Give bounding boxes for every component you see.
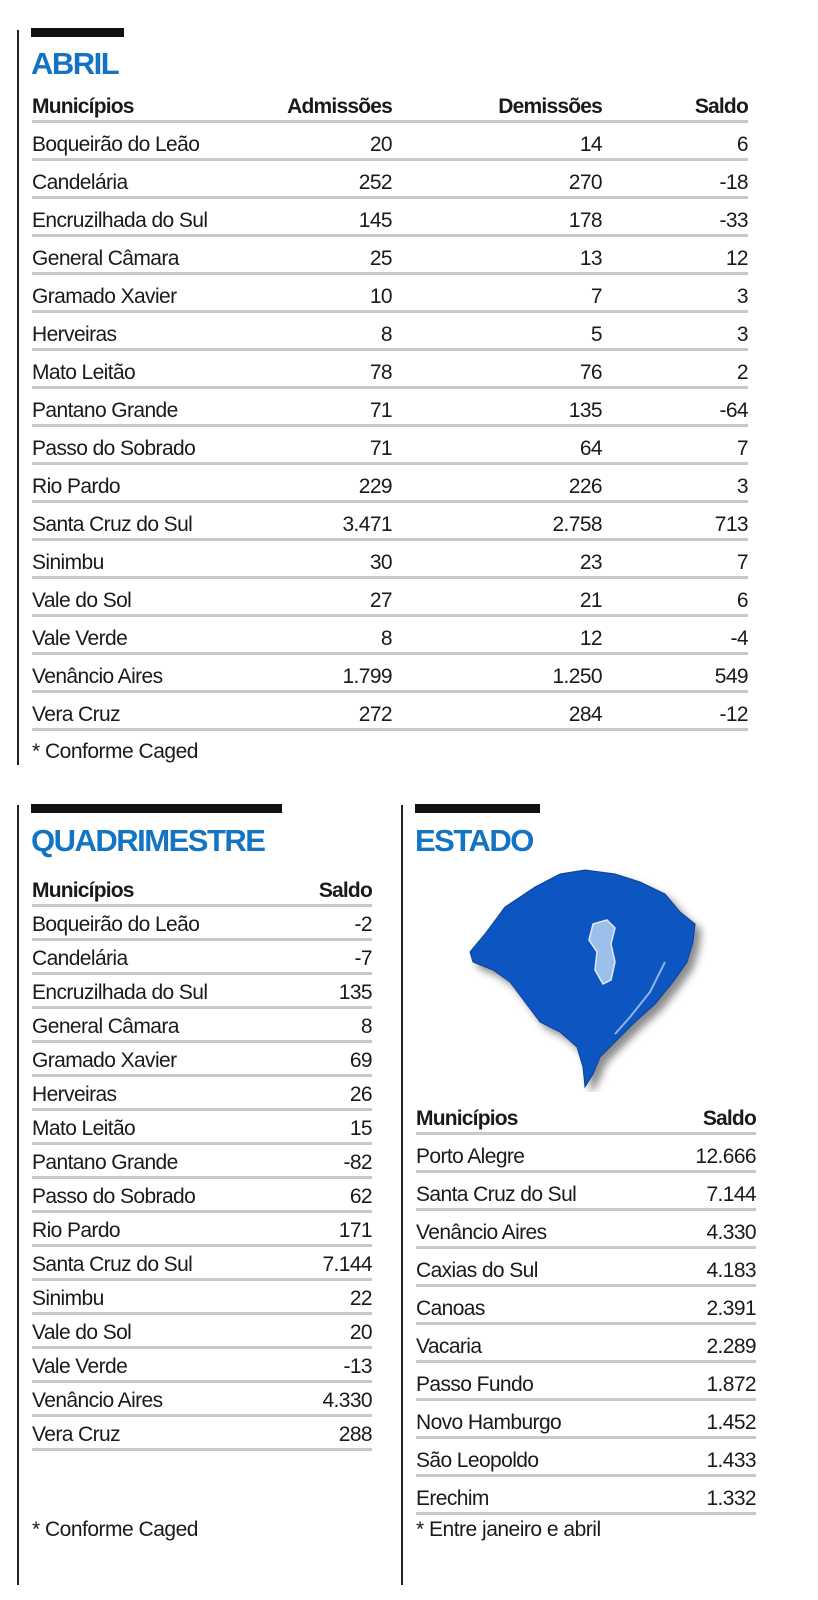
abril-title: ABRIL [31, 46, 119, 81]
estado-cell-value: 2.391 [656, 1285, 756, 1323]
quadrimestre-cell-value: 62 [272, 1177, 372, 1211]
abril-cell-value: 30 [242, 539, 392, 577]
estado-cell-municipio: Porto Alegre [416, 1133, 656, 1171]
estado-cell-value: 4.183 [656, 1247, 756, 1285]
estado-cell-value: 1.433 [656, 1437, 756, 1475]
quadrimestre-row [32, 1177, 372, 1211]
abril-cell-value: 270 [392, 159, 602, 197]
quadrimestre-cell-municipio: Vale do Sol [32, 1313, 272, 1347]
quadrimestre-cell-municipio: Encruzilhada do Sul [32, 973, 272, 1007]
abril-cell-value: 284 [392, 691, 602, 729]
abril-cell-value: 71 [242, 387, 392, 425]
abril-cell-value: 14 [392, 121, 602, 159]
abril-cell-value: 25 [242, 235, 392, 273]
abril-cell-value: -64 [602, 387, 748, 425]
quadrimestre-cell-value: 22 [272, 1279, 372, 1313]
abril-cell-value: 6 [602, 577, 748, 615]
abril-cell-municipio: Vale Verde [32, 615, 242, 653]
estado-row [416, 1323, 756, 1361]
quadrimestre-row [32, 939, 372, 973]
quadrimestre-header-saldo: Saldo [272, 872, 372, 905]
abril-cell-value: 1.250 [392, 653, 602, 691]
quadrimestre-cell-value: -82 [272, 1143, 372, 1177]
abril-row [32, 615, 748, 653]
abril-cell-value: 3 [602, 463, 748, 501]
quadrimestre-cell-municipio: Pantano Grande [32, 1143, 272, 1177]
estado-cell-municipio: Venâncio Aires [416, 1209, 656, 1247]
abril-cell-value: 12 [392, 615, 602, 653]
estado-cell-value: 1.452 [656, 1399, 756, 1437]
abril-cell-value: 27 [242, 577, 392, 615]
quadrimestre-cell-municipio: Venâncio Aires [32, 1381, 272, 1415]
abril-row [32, 539, 748, 577]
abril-cell-value: 713 [602, 501, 748, 539]
quadrimestre-row [32, 1109, 372, 1143]
quadrimestre-row [32, 1245, 372, 1279]
quadrimestre-cell-value: 69 [272, 1041, 372, 1075]
estado-row [416, 1399, 756, 1437]
estado-row [416, 1133, 756, 1171]
abril-row [32, 577, 748, 615]
abril-row [32, 463, 748, 501]
quadrimestre-cell-value: 171 [272, 1211, 372, 1245]
abril-note: * Conforme Caged [32, 740, 198, 763]
quadrimestre-row [32, 973, 372, 1007]
estado-row [416, 1437, 756, 1475]
abril-cell-municipio: Herveiras [32, 311, 242, 349]
estado-cell-municipio: Passo Fundo [416, 1361, 656, 1399]
estado-note: * Entre janeiro e abril [416, 1518, 601, 1541]
quadrimestre-row [32, 1143, 372, 1177]
quadrimestre-cell-municipio: Rio Pardo [32, 1211, 272, 1245]
abril-row [32, 197, 748, 235]
quadrimestre-cell-municipio: Passo do Sobrado [32, 1177, 272, 1211]
abril-cell-municipio: Mato Leitão [32, 349, 242, 387]
state-shape [470, 870, 695, 1087]
estado-row [416, 1475, 756, 1513]
abril-cell-value: 23 [392, 539, 602, 577]
abril-cell-value: -33 [602, 197, 748, 235]
estado-header-row [416, 1100, 756, 1133]
estado-cell-municipio: Novo Hamburgo [416, 1399, 656, 1437]
quadrimestre-row [32, 1041, 372, 1075]
quadrimestre-row [32, 1381, 372, 1415]
abril-cell-value: 78 [242, 349, 392, 387]
abril-cell-municipio: Pantano Grande [32, 387, 242, 425]
estado-row [416, 1209, 756, 1247]
quadrimestre-title: QUADRIMESTRE [31, 823, 265, 858]
abril-cell-municipio: General Câmara [32, 235, 242, 273]
quadrimestre-row [32, 905, 372, 939]
quadrimestre-cell-municipio: Gramado Xavier [32, 1041, 272, 1075]
abril-cell-value: -12 [602, 691, 748, 729]
quadrimestre-cell-value: 8 [272, 1007, 372, 1041]
abril-top-bar [31, 28, 124, 37]
abril-cell-municipio: Sinimbu [32, 539, 242, 577]
estado-top-bar [415, 804, 540, 813]
abril-cell-value: 135 [392, 387, 602, 425]
estado-cell-value: 2.289 [656, 1323, 756, 1361]
abril-cell-value: 10 [242, 273, 392, 311]
abril-cell-value: 2 [602, 349, 748, 387]
quadrimestre-cell-value: 135 [272, 973, 372, 1007]
abril-row [32, 121, 748, 159]
quadrimestre-header-row [32, 872, 372, 905]
abril-cell-value: 21 [392, 577, 602, 615]
abril-row [32, 691, 748, 729]
abril-row [32, 235, 748, 273]
abril-cell-value: 252 [242, 159, 392, 197]
abril-cell-value: 3 [602, 273, 748, 311]
abril-cell-value: 8 [242, 615, 392, 653]
quadrimestre-cell-value: -2 [272, 905, 372, 939]
quadrimestre-row [32, 1313, 372, 1347]
abril-header-saldo: Saldo [602, 88, 748, 121]
abril-cell-value: 226 [392, 463, 602, 501]
abril-cell-value: 7 [602, 539, 748, 577]
estado-header-municipios: Municípios [416, 1100, 656, 1133]
quadrimestre-table [32, 872, 372, 1451]
abril-header-row [32, 88, 748, 121]
quadrimestre-cell-value: 20 [272, 1313, 372, 1347]
quadrimestre-cell-municipio: Sinimbu [32, 1279, 272, 1313]
quadrimestre-row [32, 1075, 372, 1109]
abril-cell-value: 13 [392, 235, 602, 273]
abril-cell-value: 5 [392, 311, 602, 349]
estado-left-rule [401, 805, 403, 1585]
estado-cell-municipio: Vacaria [416, 1323, 656, 1361]
quadrimestre-cell-municipio: Vera Cruz [32, 1415, 272, 1449]
quadrimestre-cell-value: 288 [272, 1415, 372, 1449]
abril-cell-municipio: Passo do Sobrado [32, 425, 242, 463]
estado-cell-municipio: Erechim [416, 1475, 656, 1513]
quadrimestre-cell-municipio: Santa Cruz do Sul [32, 1245, 272, 1279]
abril-cell-value: 6 [602, 121, 748, 159]
abril-row [32, 425, 748, 463]
abril-header-municipios: Municípios [32, 88, 242, 121]
estado-cell-value: 7.144 [656, 1171, 756, 1209]
abril-cell-value: 76 [392, 349, 602, 387]
estado-cell-value: 12.666 [656, 1133, 756, 1171]
abril-cell-value: 1.799 [242, 653, 392, 691]
quadrimestre-header-municipios: Municípios [32, 872, 272, 905]
quadrimestre-note: * Conforme Caged [32, 1518, 198, 1541]
estado-row [416, 1361, 756, 1399]
quadrimestre-cell-value: 15 [272, 1109, 372, 1143]
abril-cell-municipio: Encruzilhada do Sul [32, 197, 242, 235]
estado-header-saldo: Saldo [656, 1100, 756, 1133]
abril-cell-municipio: Vera Cruz [32, 691, 242, 729]
abril-cell-value: 2.758 [392, 501, 602, 539]
quadrimestre-cell-municipio: Boqueirão do Leão [32, 905, 272, 939]
abril-left-rule [17, 30, 19, 765]
abril-row [32, 501, 748, 539]
abril-cell-value: -4 [602, 615, 748, 653]
abril-cell-municipio: Boqueirão do Leão [32, 121, 242, 159]
estado-table [416, 1100, 756, 1515]
abril-cell-value: 7 [602, 425, 748, 463]
quadrimestre-row [32, 1279, 372, 1313]
abril-cell-value: 3.471 [242, 501, 392, 539]
estado-cell-municipio: São Leopoldo [416, 1437, 656, 1475]
abril-row [32, 273, 748, 311]
abril-row [32, 349, 748, 387]
abril-cell-value: 549 [602, 653, 748, 691]
abril-cell-value: 229 [242, 463, 392, 501]
quadrimestre-left-rule [17, 805, 19, 1585]
quadrimestre-cell-value: -13 [272, 1347, 372, 1381]
quadrimestre-cell-value: 26 [272, 1075, 372, 1109]
quadrimestre-row [32, 1211, 372, 1245]
abril-row [32, 387, 748, 425]
abril-header-demissoes: Demissões [392, 88, 602, 121]
estado-cell-value: 1.332 [656, 1475, 756, 1513]
quadrimestre-row [32, 1007, 372, 1041]
abril-cell-value: 7 [392, 273, 602, 311]
estado-cell-municipio: Santa Cruz do Sul [416, 1171, 656, 1209]
estado-cell-municipio: Caxias do Sul [416, 1247, 656, 1285]
abril-cell-municipio: Venâncio Aires [32, 653, 242, 691]
quadrimestre-cell-value: -7 [272, 939, 372, 973]
abril-table [32, 88, 748, 731]
quadrimestre-cell-municipio: Candelária [32, 939, 272, 973]
estado-title: ESTADO [415, 823, 533, 858]
quadrimestre-cell-value: 4.330 [272, 1381, 372, 1415]
abril-row [32, 653, 748, 691]
abril-cell-value: 3 [602, 311, 748, 349]
abril-cell-value: 64 [392, 425, 602, 463]
quadrimestre-cell-municipio: Herveiras [32, 1075, 272, 1109]
abril-cell-value: 71 [242, 425, 392, 463]
abril-cell-municipio: Santa Cruz do Sul [32, 501, 242, 539]
quadrimestre-top-bar [31, 804, 282, 813]
abril-cell-value: 20 [242, 121, 392, 159]
abril-cell-value: 178 [392, 197, 602, 235]
quadrimestre-row [32, 1415, 372, 1449]
rio-grande-do-sul-map-icon [465, 862, 725, 1092]
abril-cell-municipio: Rio Pardo [32, 463, 242, 501]
abril-cell-value: 145 [242, 197, 392, 235]
quadrimestre-cell-value: 7.144 [272, 1245, 372, 1279]
abril-cell-municipio: Vale do Sol [32, 577, 242, 615]
abril-cell-value: -18 [602, 159, 748, 197]
estado-row [416, 1171, 756, 1209]
abril-row [32, 311, 748, 349]
estado-row [416, 1285, 756, 1323]
quadrimestre-cell-municipio: Vale Verde [32, 1347, 272, 1381]
abril-cell-municipio: Gramado Xavier [32, 273, 242, 311]
quadrimestre-cell-municipio: Mato Leitão [32, 1109, 272, 1143]
abril-cell-municipio: Candelária [32, 159, 242, 197]
abril-header-admissoes: Admissões [242, 88, 392, 121]
abril-cell-value: 8 [242, 311, 392, 349]
estado-cell-municipio: Canoas [416, 1285, 656, 1323]
abril-row [32, 159, 748, 197]
estado-row [416, 1247, 756, 1285]
quadrimestre-cell-municipio: General Câmara [32, 1007, 272, 1041]
quadrimestre-row [32, 1347, 372, 1381]
estado-cell-value: 1.872 [656, 1361, 756, 1399]
estado-cell-value: 4.330 [656, 1209, 756, 1247]
abril-cell-value: 272 [242, 691, 392, 729]
abril-cell-value: 12 [602, 235, 748, 273]
